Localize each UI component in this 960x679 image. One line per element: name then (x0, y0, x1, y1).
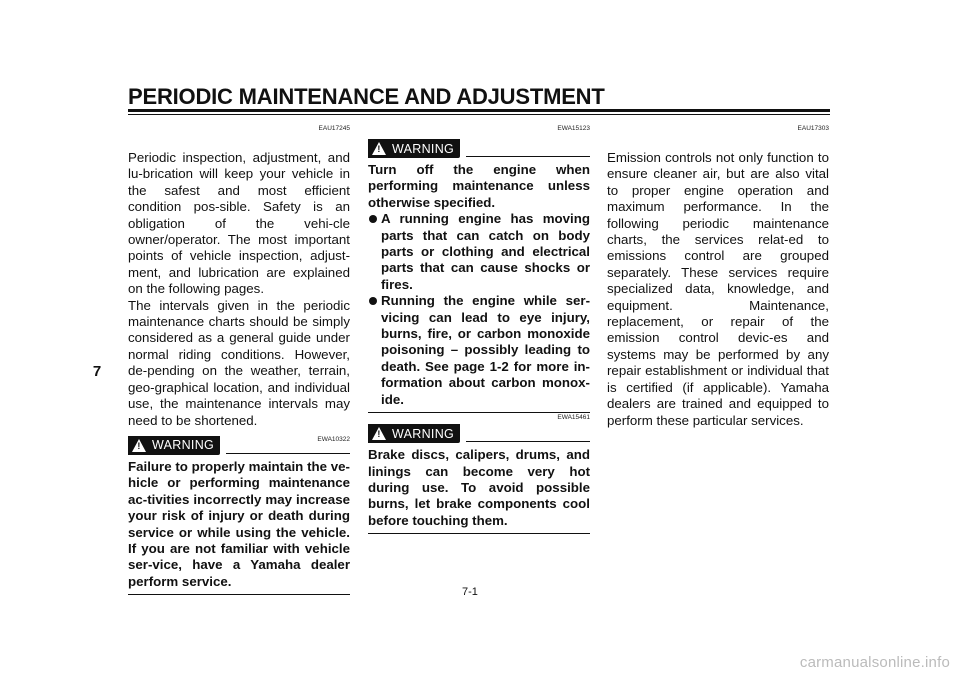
column-1 (128, 118, 350, 595)
page-title: PERIODIC MAINTENANCE AND ADJUSTMENT (128, 84, 605, 109)
intro-paragraph: Periodic inspection, adjustment, and lu-brication will keep your vehicle in the safest and most efficient condition pos-sible. Safety is an obligation of the vehi-cle owner/operator. The most important points of vehicle inspection, adjust-ment, and lubrication are explained on the following pages. (128, 150, 350, 297)
warning-triangle-icon: ! (372, 142, 386, 155)
warning-label: WARNING (392, 426, 455, 441)
bullet-icon (369, 297, 377, 305)
emission-paragraph: Emission controls not only function to ensure cleaner air, but are also vital to proper engine operation and maximum performance. In the following periodic maintenance charts, the services relat-ed to emissions control are grouped separately. These services require specialized data, knowledge, and equipment. Maintenance, replacement, or repair of the emission control devic-es and systems may be performed by any repair establishment or individual that is certified (if applicable). Yamaha dealers are trained and equipped to perform these particular services. (607, 150, 829, 428)
warning-badge (368, 139, 460, 158)
warning-code: EWA10322 (317, 435, 350, 443)
page-number: 7-1 (462, 586, 478, 598)
column-2 (368, 118, 590, 534)
warning-text: Brake discs, calipers, drums, and linings can become very hot during use. To avoid possible burns, let brake components cool before touching them. (368, 447, 590, 528)
warning-rule (226, 453, 350, 454)
warning-code: EWA15461 (557, 414, 590, 422)
warning-badge (128, 436, 220, 455)
header-rule-thin (128, 114, 830, 115)
warning-triangle-icon: ! (132, 439, 146, 452)
intervals-paragraph: The intervals given in the periodic maintenance charts should be simply considered as a general guide under normal riding conditions. However, de-pending on the weather, terrain, geo-graphical location, and individual use, the maintenance intervals may need to be shortened. (128, 297, 350, 428)
warning-end-rule (368, 533, 590, 534)
warning-header (368, 138, 590, 158)
warning-rule (466, 441, 590, 442)
warning-label: WARNING (392, 141, 455, 156)
header-rule (128, 109, 830, 112)
watermark[interactable]: carmanualsonline.info (799, 654, 950, 671)
warning-intro: Turn off the engine when performing maintenance unless otherwise specified. (368, 162, 590, 210)
section-code: EAU17245 (318, 125, 350, 132)
list-item (368, 211, 590, 293)
chapter-tab[interactable]: 7 (92, 362, 102, 380)
bullet-text: Running the engine while ser-vicing can lead to eye injury, burns, fire, or carbon monoxide poisoning – possibly leading to death. See page 1-2 for more in-formation about carbon monox-ide. (381, 293, 590, 407)
warning-triangle-icon: ! (372, 427, 386, 440)
warning-text: Failure to properly maintain the ve-hicle or performing maintenance ac-tivities incorrectly may increase your risk of injury or death during service or while using the vehicle. If you are not familiar with vehicle ser-vice, have a Yamaha dealer perform service. (128, 458, 350, 589)
warning-code: EWA15123 (557, 125, 590, 132)
warning-header (368, 423, 590, 443)
bullet-text: A running engine has moving parts that can catch on body parts or clothing and electrical parts that can cause shocks or fires. (381, 211, 590, 292)
warning-end-rule (128, 594, 350, 595)
section-code: EAU17303 (797, 125, 829, 132)
warning-rule (466, 156, 590, 157)
warning-label: WARNING (152, 438, 215, 453)
bullet-icon (369, 215, 377, 223)
column-3 (607, 118, 829, 429)
warning-badge (368, 424, 460, 443)
warning-bullet-list (368, 211, 590, 408)
list-item (368, 293, 590, 408)
